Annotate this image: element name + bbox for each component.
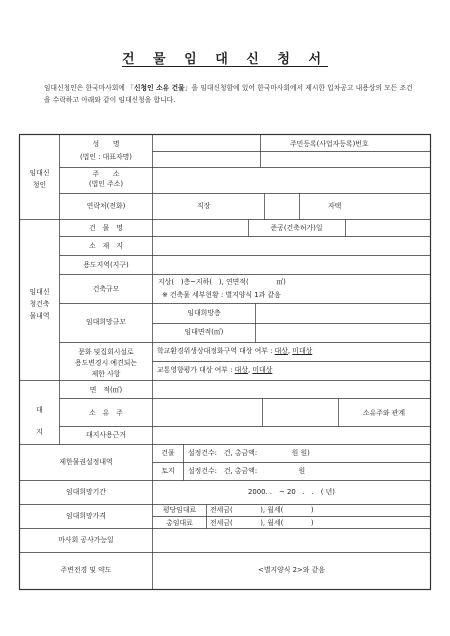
price-label: 임대희망가격 [66,512,106,520]
per-pyeong-label: 평당임대료 [162,506,197,514]
land-basis-label: 대지사용근거 [86,431,126,439]
land-area-label: 면 적(㎡) [89,386,123,394]
rights-land-label: 토지 [161,467,175,475]
total-price-text: 전세금( ), 월세( ) [210,519,314,527]
rights-land-text: 설정건수: 건, 총금액: 원 [188,467,306,475]
reg-number-label: 주민등록(사업자등록)번호 [290,140,369,148]
school-zone-no[interactable]: 미대상 [292,347,313,355]
document-title: 건 물 임 대 신 청 서 [121,52,329,67]
construction-date-label: 마사회 공사가능일 [58,536,114,544]
per-pyeong-text: 전세금( ), 월세( ) [210,506,314,514]
intro-bold-text: 신청인 소유 건물 [133,84,185,92]
desired-scale-label: 임대희망규모 [86,318,126,326]
section-building: 임대신 청건축 물내역 [29,288,50,320]
traffic-impact-question: 교통영향평가 대상 여부 : 대상, 미대상 [157,366,273,374]
scale-floors-text: 지상( )층~지하( ), 연면적( ㎡) [158,278,286,286]
owner-relation-label: 소유주와 관계 [362,409,406,417]
zone-label: 용도지역(지구) [83,261,129,269]
name-label: 성 명 [92,140,120,148]
completion-date-label: 준공(건축허가)일 [270,224,323,232]
land-owner-label: 소 유 주 [89,409,123,417]
rights-label: 제한물권설정내역 [59,458,113,466]
school-zone-yes[interactable]: 대상 [274,347,288,355]
intro-paragraph: 임대신청인은 한국마사회에 「신청인 소유 건물」을 임대신청함에 있어 한국마사회에서 제시한 입차공고 내용상의 모든 조건을 수락하고 아래와 같이 임대신청을 합니다. [44,84,413,104]
total-price-label: 총임대료 [166,519,193,527]
restriction-label: 문화 및집회시설로 용도변경시 예견되는 제한 사항 [74,348,138,378]
name-sublabel: (법인 : 대표자명) [79,153,133,161]
desired-area-label: 임대면적(㎡) [184,328,224,336]
surroundings-text: <별지양식 2>와 같음 [258,566,325,574]
traffic-impact-yes[interactable]: 대상 [234,366,248,374]
work-phone-label: 직장 [197,202,211,210]
section-land: 대 지 [36,406,43,436]
home-phone-label: 자택 [328,202,342,210]
rights-building-text: 설정건수: 건, 총금액: 원 원) [188,449,310,457]
school-zone-question: 학교환경위생상대정화구역 대상 여부 : 대상, 미대상 [157,347,313,355]
desired-floor-label: 임대희망층 [187,309,221,317]
rights-building-label: 건물 [161,449,175,457]
section-applicant: 임대신 청인 [29,169,50,189]
surroundings-label: 주변전경 및 약도 [60,566,112,574]
period-text: 2000. . ~ 20 . . ( 년) [247,488,335,496]
traffic-impact-no[interactable]: 미대상 [252,366,273,374]
contact-label: 연락처(전화) [86,202,126,210]
period-label: 임대희망기간 [66,488,106,496]
address-label: 주 소 [92,170,120,178]
building-name-label: 건 물 명 [89,224,123,232]
scale-label: 건축규모 [92,285,120,293]
location-label: 소 재 지 [89,242,123,250]
scale-note-text: ※ 건축물 세부현황 : 별지양식 1과 같음 [162,291,281,299]
address-sublabel: (법인 주소) [88,180,124,188]
